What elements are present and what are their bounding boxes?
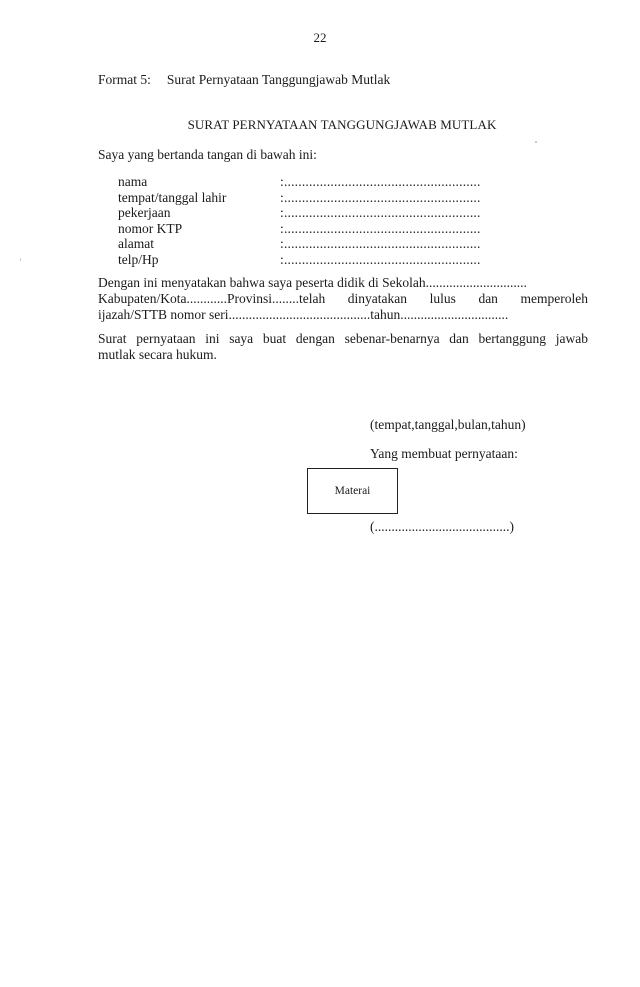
statement-line-1: Dengan ini menyatakan bahwa saya peserta didik di Sekolah..............................: [98, 275, 527, 290]
field-blank: :.......................................................: [280, 189, 481, 205]
field-label: nomor KTP: [118, 220, 183, 236]
field-label: nama: [118, 174, 148, 189]
closing-line-2: mutlak secara hukum.: [98, 346, 217, 362]
field-blank: :.......................................................: [280, 220, 481, 236]
signature-maker-label: Yang membuat pernyataan:: [370, 446, 518, 461]
stamp-label: Materai: [334, 485, 371, 497]
statement-paragraph: [98, 275, 588, 322]
field-row-telp-hp: [118, 252, 481, 268]
scan-speck: [20, 258, 21, 261]
field-label: pekerjaan: [118, 205, 171, 221]
field-blank: :.......................................................: [280, 236, 481, 252]
field-blank: :.......................................................: [280, 205, 481, 221]
intro-text: Saya yang bertanda tangan di bawah ini:: [98, 147, 317, 162]
format-heading: [98, 72, 390, 88]
field-row-pekerjaan: [118, 205, 481, 221]
scan-speck: [535, 141, 537, 143]
stamp-box: [307, 468, 398, 514]
field-label: tempat/tanggal lahir: [118, 189, 227, 205]
signature-place-date: (tempat,tanggal,bulan,tahun): [370, 417, 526, 432]
field-row-nomor-ktp: [118, 221, 481, 237]
page-number: 22: [313, 30, 327, 45]
format-label: Format 5:: [98, 72, 151, 87]
field-label: telp/Hp: [118, 251, 159, 267]
closing-line-1: Surat pernyataan ini saya buat dengan sebenar-benarnya dan bertanggung jawab: [98, 331, 588, 346]
identity-fields: [118, 174, 481, 268]
field-row-nama: [118, 174, 481, 190]
statement-line-2: Kabupaten/Kota............Provinsi........telah dinyatakan lulus dan memperoleh: [98, 290, 588, 306]
format-title: Surat Pernyataan Tanggungjawab Mutlak: [166, 72, 391, 87]
document-title: SURAT PERNYATAAN TANGGUNGJAWAB MUTLAK: [187, 117, 497, 132]
closing-paragraph: [98, 331, 588, 363]
field-blank: :.......................................................: [280, 251, 481, 267]
statement-line-3: ijazah/STTB nomor seri..........................................tahun................................: [98, 306, 509, 322]
field-row-alamat: [118, 236, 481, 252]
field-row-tempat-tanggal-lahir: [118, 190, 481, 206]
field-blank: :.......................................................: [280, 174, 481, 189]
field-label: alamat: [118, 236, 154, 252]
signature-name-line: (........................................): [370, 519, 514, 534]
